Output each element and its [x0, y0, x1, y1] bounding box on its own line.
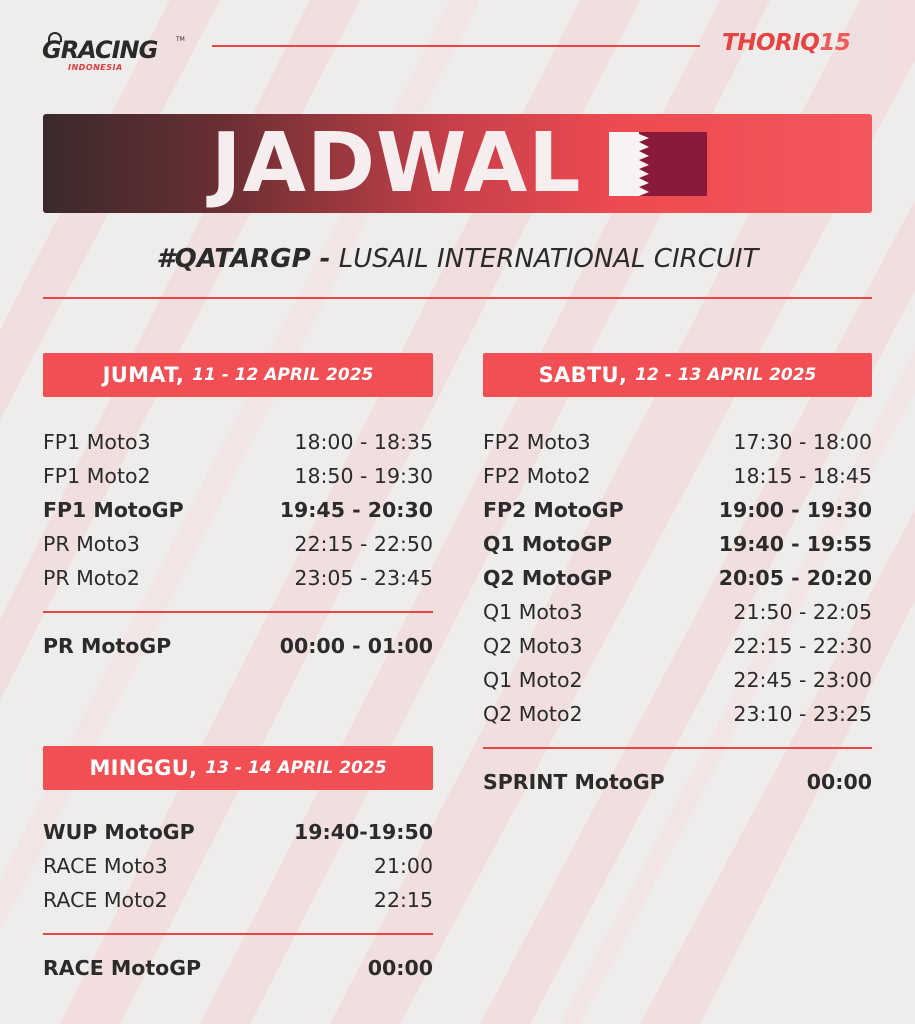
session-time: 00:00	[806, 770, 872, 794]
session-name: RACE Moto3	[43, 854, 168, 878]
session-row	[483, 629, 872, 663]
day-date: 13 - 14 APRIL 2025	[205, 758, 387, 778]
header-divider	[212, 45, 700, 47]
session-time: 19:45 - 20:30	[279, 498, 433, 522]
session-row	[43, 527, 433, 561]
session-time: 21:50 - 22:05	[733, 600, 872, 624]
session-name: FP2 Moto3	[483, 430, 591, 454]
qatar-flag-icon	[609, 132, 707, 196]
session-time: 22:45 - 23:00	[733, 668, 872, 692]
day-name: MINGGU,	[89, 756, 198, 780]
session-name: Q2 Moto2	[483, 702, 583, 726]
gracing-logo-text: GRACING	[42, 36, 158, 64]
section-divider	[483, 747, 872, 749]
session-time: 18:50 - 19:30	[294, 464, 433, 488]
day-header-sunday	[43, 746, 433, 790]
session-row	[43, 629, 433, 663]
session-time: 22:15 - 22:50	[294, 532, 433, 556]
event-hashtag: #QATARGP -	[156, 244, 331, 274]
session-time: 00:00	[367, 956, 433, 980]
session-time: 19:00 - 19:30	[718, 498, 872, 522]
title-banner	[43, 114, 872, 213]
session-name: SPRINT MotoGP	[483, 770, 665, 794]
session-name: PR Moto3	[43, 532, 140, 556]
session-time: 21:00	[373, 854, 433, 878]
day-header-saturday	[483, 353, 872, 397]
session-name: Q2 Moto3	[483, 634, 583, 658]
session-row	[43, 561, 433, 595]
session-row	[483, 527, 872, 561]
session-row	[483, 459, 872, 493]
page-title: JADWAL	[211, 116, 582, 211]
day-name: JUMAT,	[102, 363, 185, 387]
gracing-logo	[42, 32, 192, 76]
session-time: 23:05 - 23:45	[294, 566, 433, 590]
session-time: 18:15 - 18:45	[733, 464, 872, 488]
session-name: FP1 MotoGP	[43, 498, 184, 522]
session-row	[43, 849, 433, 883]
session-name: FP1 Moto2	[43, 464, 151, 488]
session-row	[483, 595, 872, 629]
session-time: 17:30 - 18:00	[733, 430, 872, 454]
session-row	[43, 815, 433, 849]
session-name: RACE MotoGP	[43, 956, 202, 980]
session-row	[483, 493, 872, 527]
session-time: 22:15	[373, 888, 433, 912]
session-row	[43, 459, 433, 493]
session-name: PR Moto2	[43, 566, 140, 590]
session-name: FP1 Moto3	[43, 430, 151, 454]
circuit-name: LUSAIL INTERNATIONAL CIRCUIT	[338, 244, 759, 274]
session-row	[483, 663, 872, 697]
session-name: FP2 Moto2	[483, 464, 591, 488]
schedule-saturday	[483, 425, 872, 799]
session-row	[43, 951, 433, 985]
day-header-friday	[43, 353, 433, 397]
session-name: PR MotoGP	[43, 634, 172, 658]
trademark-mark: TM	[176, 36, 185, 43]
session-time: 23:10 - 23:25	[733, 702, 872, 726]
thoriq-logo-text: THORIQ	[722, 30, 820, 56]
section-divider	[43, 933, 433, 935]
session-row	[483, 425, 872, 459]
session-name: FP2 MotoGP	[483, 498, 624, 522]
session-name: Q1 MotoGP	[483, 532, 613, 556]
session-name: WUP MotoGP	[43, 820, 195, 844]
thoriq-logo	[722, 30, 850, 56]
session-row	[43, 425, 433, 459]
session-name: Q1 Moto2	[483, 668, 583, 692]
day-date: 12 - 13 APRIL 2025	[635, 365, 817, 385]
session-row	[483, 561, 872, 595]
schedule-friday	[43, 425, 433, 663]
subtitle-divider	[43, 297, 872, 299]
section-divider	[43, 611, 433, 613]
session-name: Q1 Moto3	[483, 600, 583, 624]
session-row	[483, 697, 872, 731]
session-row	[43, 493, 433, 527]
schedule-sunday	[43, 815, 433, 985]
session-time: 22:15 - 22:30	[733, 634, 872, 658]
session-row	[43, 883, 433, 917]
session-row	[483, 765, 872, 799]
day-name: SABTU,	[538, 363, 628, 387]
day-date: 11 - 12 APRIL 2025	[192, 365, 374, 385]
session-time: 18:00 - 18:35	[294, 430, 433, 454]
gracing-logo-subtext: INDONESIA	[68, 63, 123, 72]
session-time: 00:00 - 01:00	[279, 634, 433, 658]
session-time: 20:05 - 20:20	[718, 566, 872, 590]
event-subtitle	[0, 244, 915, 274]
session-name: RACE Moto2	[43, 888, 168, 912]
session-time: 19:40-19:50	[293, 820, 433, 844]
session-time: 19:40 - 19:55	[718, 532, 872, 556]
session-name: Q2 MotoGP	[483, 566, 613, 590]
thoriq-logo-number: 15	[819, 30, 851, 56]
